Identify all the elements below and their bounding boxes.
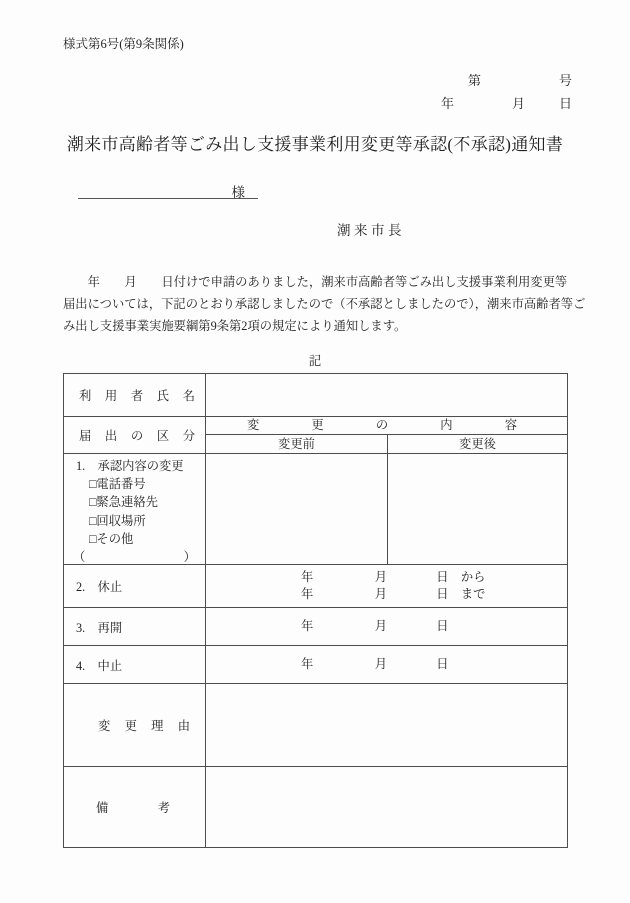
- doc-number-prefix-label: 第: [468, 73, 482, 88]
- pause-label: 2. 休止: [76, 580, 123, 594]
- recipient-line: [78, 181, 258, 199]
- body-paragraph: [63, 271, 586, 337]
- document-title: 潮来市高齢者等ごみ出し支援事業利用変更等承認(不承認)通知書: [66, 135, 564, 154]
- other-detail-blank: （ ）: [73, 550, 196, 565]
- remarks-value-cell: [206, 767, 567, 847]
- body-line-3: み出し支援事業実施要綱第9条第2項の規定により通知します。: [63, 319, 407, 333]
- ki-marker: 記: [308, 354, 322, 368]
- body-line-2: 届出については，下記のとおり承認しましたので（不承認としましたので），潮来市高齢者等ご: [63, 297, 586, 311]
- resume-date-cell: [206, 608, 567, 645]
- checkbox-collection-place: □回収場所: [89, 513, 146, 528]
- date-day-label: 日: [559, 96, 573, 111]
- before-after-header-row: [206, 435, 567, 453]
- resume-date: 年 月 日: [301, 619, 449, 633]
- change-content-header: 変 更 の 内 容: [206, 417, 567, 435]
- body-line-1: 年 月 日付けで申請のありました，潮来市高齢者等ごみ出し支援事業利用変更等: [63, 275, 568, 289]
- change-label-cell: [64, 454, 206, 564]
- after-column-header: 変更後: [459, 437, 496, 451]
- pause-date-to: 年 月 日 まで: [301, 587, 486, 601]
- table-row-remarks: [64, 766, 567, 847]
- pause-label-cell: [64, 565, 206, 607]
- change-row-title: 1. 承認内容の変更: [76, 459, 184, 473]
- remarks-label-cell: [64, 767, 206, 847]
- table-row-resume: [64, 607, 567, 645]
- form-number: 様式第6号(第9条関係): [63, 37, 184, 51]
- remarks-label: 備 考: [96, 801, 170, 815]
- cancel-date: 年 月 日: [301, 657, 449, 671]
- reason-value-cell: [206, 684, 567, 766]
- notification-table: [63, 373, 568, 848]
- cancel-date-cell: [206, 646, 567, 683]
- resume-label: 3. 再開: [76, 620, 123, 635]
- user-name-value-cell: [206, 374, 567, 416]
- reason-label: 変 更 理 由: [98, 719, 190, 733]
- change-before-cell: [206, 454, 388, 564]
- user-name-label: 利 用 者 氏 名: [79, 389, 195, 403]
- date-month-label: 月: [512, 96, 526, 111]
- checkbox-emergency-contact: □緊急連絡先: [89, 495, 158, 510]
- cancel-label-cell: [64, 646, 206, 683]
- change-after-cell: [388, 454, 567, 564]
- recipient-honorific: 様: [231, 185, 245, 200]
- user-name-label-cell: [64, 374, 206, 416]
- checkbox-phone-number: □電話番号: [89, 477, 146, 492]
- sender-name: 潮来市長: [337, 223, 405, 238]
- table-row-category-header: [64, 416, 567, 453]
- category-label-cell: [64, 417, 206, 453]
- checkbox-other: □その他: [89, 531, 134, 546]
- before-column-header: 変更前: [206, 435, 388, 453]
- category-label: 届 出 の 区 分: [79, 429, 195, 443]
- cancel-label: 4. 中止: [76, 658, 123, 673]
- table-row-user-name: [64, 374, 567, 416]
- reason-label-cell: [64, 684, 206, 766]
- change-content-header-cell: [206, 417, 567, 453]
- pause-date-from: 年 月 日 から: [301, 570, 486, 584]
- pause-date-cell: [206, 565, 567, 607]
- table-row-cancel: [64, 645, 567, 683]
- date-year-label: 年: [441, 96, 455, 111]
- table-row-pause: [64, 564, 567, 607]
- table-row-reason: [64, 683, 567, 766]
- resume-label-cell: [64, 608, 206, 645]
- table-row-change: [64, 453, 567, 564]
- doc-number-suffix-label: 号: [559, 73, 573, 88]
